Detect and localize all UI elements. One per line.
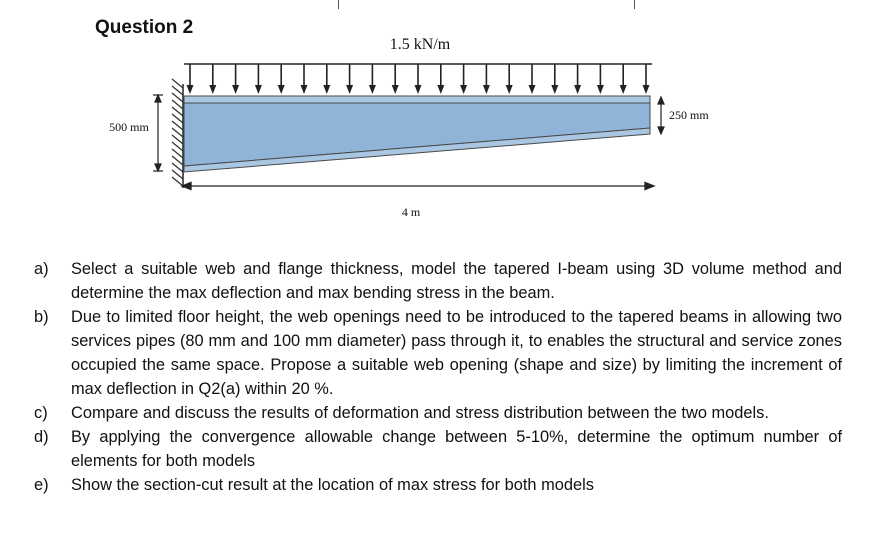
question-item xyxy=(34,257,842,305)
right-depth-label: 250 mm xyxy=(669,108,709,122)
span-label: 4 m xyxy=(401,205,421,219)
load-arrow xyxy=(643,64,650,94)
left-depth-label: 500 mm xyxy=(109,120,149,134)
question-item xyxy=(34,425,842,473)
span-dimension xyxy=(182,183,654,190)
load-arrow xyxy=(437,64,444,94)
question-text: Compare and discuss the results of deformation and stress distribution between the two models. xyxy=(71,404,769,422)
load-arrow xyxy=(392,64,399,94)
load-arrow xyxy=(301,64,308,94)
load-arrow xyxy=(574,64,581,94)
question-title: Question 2 xyxy=(95,17,194,38)
question-text: Show the section-cut result at the location of max stress for both models xyxy=(71,476,594,494)
load-arrow xyxy=(323,64,330,94)
load-arrow xyxy=(187,64,194,94)
question-text: By applying the convergence allowable change between 5-10%, determine the optimum number of elements for both models xyxy=(71,428,842,470)
load-arrow xyxy=(460,64,467,94)
distributed-load-arrows xyxy=(184,64,652,94)
question-label: c) xyxy=(34,404,48,422)
load-arrow xyxy=(551,64,558,94)
load-arrow xyxy=(483,64,490,94)
beam-figure xyxy=(0,0,891,240)
question-text: Select a suitable web and flange thickness, model the tapered I-beam using 3D volume method and determine the max deflection and max bending stress in the beam. xyxy=(71,260,842,302)
question-item xyxy=(34,305,842,401)
load-arrow xyxy=(255,64,262,94)
question-list xyxy=(34,257,842,497)
beam-top-flange xyxy=(184,96,650,103)
fixed-support xyxy=(172,79,183,188)
load-label: 1.5 kN/m xyxy=(389,36,451,53)
question-label: d) xyxy=(34,428,49,446)
load-arrow xyxy=(620,64,627,94)
right-depth-dimension xyxy=(658,97,664,134)
question-item xyxy=(34,473,842,497)
question-label: e) xyxy=(34,476,49,494)
load-arrow xyxy=(346,64,353,94)
question-text: Due to limited floor height, the web openings need to be introduced to the tapered beams in allowing two services pipes (80 mm and 100 mm diameter) pass through it, to enables the structural and service zones occupied the same space. Propose a suitable web opening (shape and size) by limiting the increment of max deflection in Q2(a) within 20 %. xyxy=(71,308,842,398)
question-item xyxy=(34,401,842,425)
load-arrow xyxy=(506,64,513,94)
load-arrow xyxy=(415,64,422,94)
load-arrow xyxy=(369,64,376,94)
load-arrow xyxy=(232,64,239,94)
left-depth-dimension xyxy=(153,95,163,171)
load-arrow xyxy=(597,64,604,94)
load-arrow xyxy=(209,64,216,94)
question-label: b) xyxy=(34,308,49,326)
load-arrow xyxy=(278,64,285,94)
question-label: a) xyxy=(34,260,49,278)
load-arrow xyxy=(529,64,536,94)
